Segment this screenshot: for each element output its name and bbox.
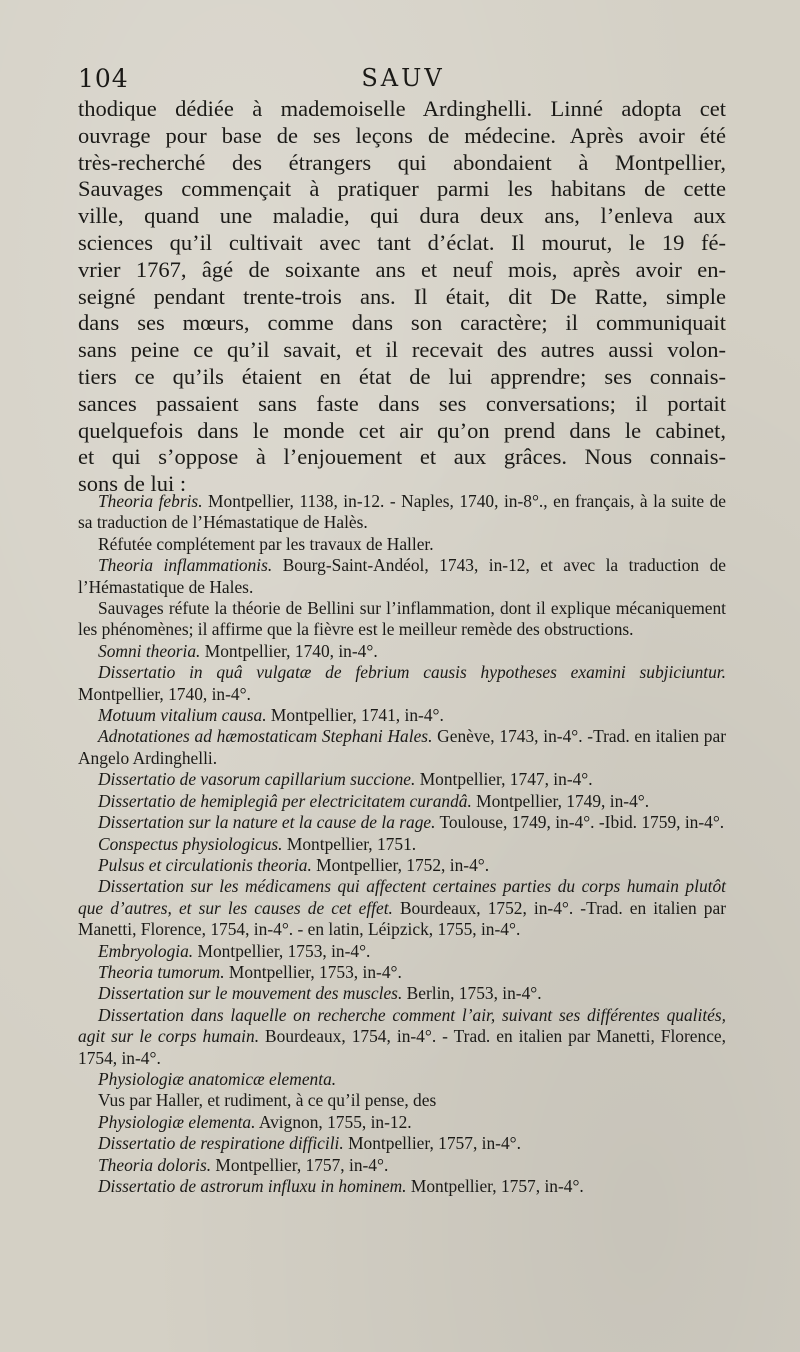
text-line: et qui s’oppose à l’enjouement et aux grâces. Nous connais- [78,444,726,470]
page-number: 104 [78,64,129,93]
publication-details: Montpellier, 1749, in-4°. [471,790,650,811]
work-title: Embryologia. [98,940,194,961]
work-title: Physiologiæ elementa. [98,1111,256,1132]
publication-details: Montpellier, 1757, in-4°. [406,1176,584,1196]
text-line: dans ses mœurs, comme dans son caractère; il communiquait [78,310,726,336]
bibliography-entry [78,834,726,855]
bibliography-entry [78,705,726,726]
work-title: Dissertation sur la nature et la cause de la rage. [98,812,436,833]
publication-details: Genève, 1743, in-4°. -Trad. en italien par Angelo Ardinghelli. [78,726,726,768]
page-header [78,62,728,96]
running-head: SAUV [361,64,445,92]
text-line: Sauvages commençait à pratiquer parmi les habitans de cette [78,176,726,202]
work-title: Dissertation dans laquelle on recherche comment l’air, suivant ses différentes qualités, agit sur le corps humain. [78,1004,726,1047]
bibliography-entry [78,1155,726,1176]
text-line: ville, quand une maladie, qui dura deux ans, l’enleva aux [78,203,726,229]
publication-details: Montpellier, 1753, in-4°. [193,940,371,961]
bibliography-entry [78,769,726,790]
work-title: Somni theoria. [98,640,201,661]
work-title: Pulsus et circulationis theoria. [98,854,312,875]
bibliography-entry [78,941,726,962]
text-line: très-recherché des étrangers qui abondaient à Montpellier, [78,149,726,175]
publication-details: Berlin, 1753, in-4°. [402,983,542,1004]
text-line: sances passaient sans faste dans ses conversations; il portait [78,390,726,416]
text-line: tiers ce qu’ils étaient en état de lui apprendre; ses connais- [78,363,726,389]
publication-details: Montpellier, 1138, in-12. - Naples, 1740, in-8°., en français, à la suite de sa traduction de l’Hémastatique de Halès. [78,491,726,533]
bibliography-entry [78,1112,726,1133]
text-line: thodique dédiée à mademoiselle Ardinghelli. Linné adopta cet [78,96,726,121]
bibliography-entry [78,662,726,705]
bibliography-entry [78,855,726,876]
bibliography-entry [78,555,726,598]
bibliography-entry [78,983,726,1004]
bibliography-entry [78,641,726,662]
work-title: Theoria tumorum. [98,961,225,982]
text-line: sciences qu’il cultivait avec tant d’éclat. Il mourut, le 19 fé- [78,229,726,255]
publication-details: Montpellier, 1740, in-4°. [78,683,251,704]
publication-details: Montpellier, 1752, in-4°. [311,854,490,875]
work-title: Dissertatio in quâ vulgatæ de febrium causis hypotheses examini subjiciuntur. [98,662,726,683]
text-line: sans peine ce qu’il savait, et il recevait des autres aussi volon- [78,337,726,363]
work-title: Adnotationes ad hæmostaticam Stephani Hales. [98,726,433,747]
publication-details: Montpellier, 1751. [282,833,417,854]
publication-details: Bourdeaux, 1754, in-4°. - Trad. en italien par Manetti, Florence, 1754, in-4°. [78,1026,726,1068]
publication-details: Montpellier, 1740, in-4°. [200,640,378,661]
bibliography-entry [78,962,726,983]
work-title: Dissertatio de respiratione difficili. [98,1133,344,1154]
bibliography-entry [78,1133,726,1154]
bibliography-note: Sauvages réfute la théorie de Bellini sur l’inflammation, dont il explique mécaniquement les phénomènes; il affirme que la fièvre est le meilleur remède des obstructions. [78,598,726,640]
bibliography-list [78,491,726,1197]
publication-details: Montpellier, 1753, in-4°. [224,961,402,982]
publication-details: Toulouse, 1749, in-4°. -Ibid. 1759, in-4°. [435,812,725,833]
bibliography-note: Vus par Haller, et rudiment, à ce qu’il pense, des [98,1090,437,1111]
bibliography-entry [78,1069,726,1090]
bibliography-entry [78,1005,726,1069]
work-title: Motuum vitalium causa. [98,705,267,726]
biography-text [78,96,726,498]
bibliography-entry [78,812,726,833]
work-title: Dissertation sur le mouvement des muscles. [98,983,403,1004]
text-line: ouvrage pour base de ses leçons de médecine. Après avoir été [78,122,726,148]
text-line: vrier 1767, âgé de soixante ans et neuf mois, après avoir en- [78,256,726,282]
work-title: Dissertation sur les médicamens qui affectent certaines parties du corps humain plutôt que d’autres, et sur les causes de cet effet. [78,876,726,918]
publication-details: Bourg-Saint-Andéol, 1743, in-12, et avec la traduction de l’Hémastatique de Hales. [78,555,726,597]
text-line: quelquefois dans le monde cet air qu’on prend dans le cabinet, [78,417,726,443]
work-title: Theoria doloris. [98,1154,212,1175]
work-title: Conspectus physiologicus. [98,833,283,854]
text-line: sons de lui : [78,471,187,497]
publication-details: Avignon, 1755, in-12. [255,1111,412,1132]
work-title: Dissertatio de astrorum influxu in hominem. [98,1176,407,1196]
bibliography-entry [78,726,726,769]
work-title: Theoria febris. [98,491,203,511]
work-title: Dissertatio de vasorum capillarium succione. [98,769,416,790]
publication-details: Montpellier, 1757, in-4°. [343,1133,521,1154]
bibliography-entry [78,1176,726,1197]
bibliography-entry [78,491,726,534]
work-title: Dissertatio de hemiplegiâ per electricitatem curandâ. [98,790,472,811]
bibliography-entry [78,876,726,940]
publication-details: Montpellier, 1757, in-4°. [211,1154,389,1175]
text-line: seigné pendant trente-trois ans. Il était, dit De Ratte, simple [78,283,726,309]
publication-details: Montpellier, 1747, in-4°. [415,769,593,790]
work-title: Theoria inflammationis. [98,555,273,576]
publication-details: Bourdeaux, 1752, in-4°. -Trad. en italien par Manetti, Florence, 1754, in-4°. - en latin, Léipzick, 1755, in-4°. [78,897,726,940]
bibliography-note: Réfutée complétement par les travaux de Haller. [98,533,434,554]
work-title: Physiologiæ anatomicæ elementa. [98,1068,337,1089]
publication-details: Montpellier, 1741, in-4°. [266,705,444,726]
bibliography-entry [78,791,726,812]
